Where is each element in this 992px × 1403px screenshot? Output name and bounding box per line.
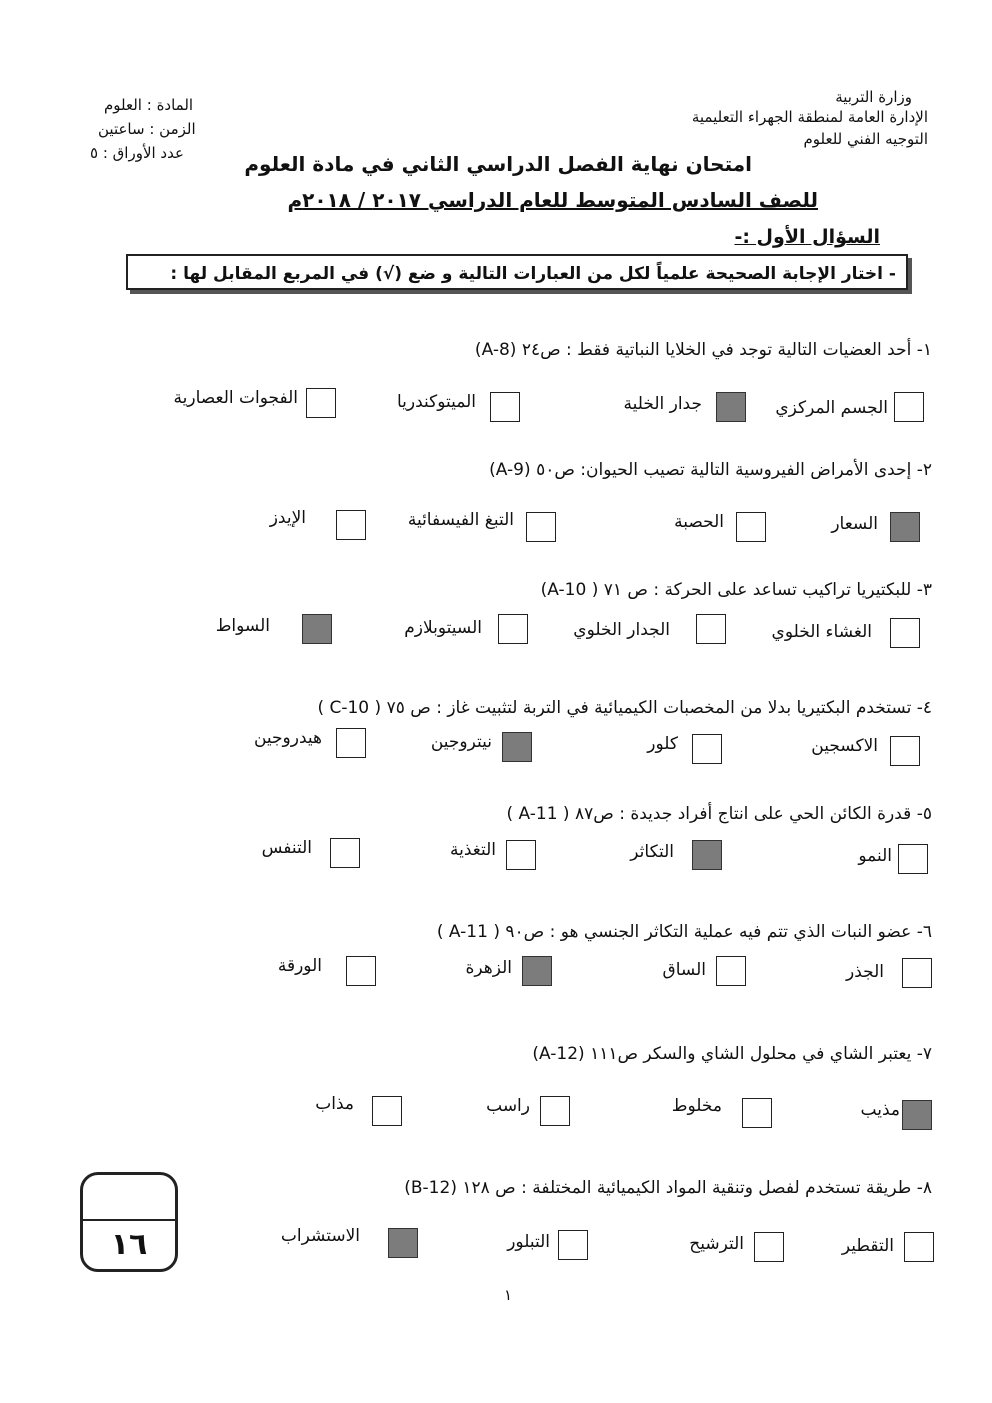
q5-option-3-checkbox[interactable] (506, 840, 536, 870)
q7-option-3-label: راسب (486, 1096, 530, 1116)
q6-option-3-checkbox[interactable] (522, 956, 552, 986)
section-title: السؤال الأول :- (734, 226, 880, 248)
q8-option-2-label: الترشيح (689, 1234, 744, 1254)
score-box (80, 1172, 178, 1272)
q3-option-3-checkbox[interactable] (498, 614, 528, 644)
q3-option-2-label: الجدار الخلوي (573, 620, 670, 640)
question-7: ٧- يعتبر الشاي في محلول الشاي والسكر ص١١١ (A-12) (532, 1044, 932, 1064)
q8-option-2-checkbox[interactable] (754, 1232, 784, 1262)
q1-option-2-label: جدار الخلية (623, 394, 702, 414)
q6-option-3-label: الزهرة (465, 958, 512, 978)
question-5: ٥- قدرة الكائن الحي على انتاج أفراد جديدة : ص٨٧ ( A-11 ) (506, 804, 932, 824)
q3-option-4-label: السواط (215, 616, 270, 636)
q6-option-1-checkbox[interactable] (902, 958, 932, 988)
q8-option-1-label: التقطير (841, 1236, 894, 1256)
q1-option-3-checkbox[interactable] (490, 392, 520, 422)
q6-option-1-label: الجذر (845, 962, 884, 982)
q2-option-2-label: الحصبة (674, 512, 724, 532)
q1-option-1-label: الجسم المركزي (775, 398, 888, 418)
q4-option-3-checkbox[interactable] (502, 732, 532, 762)
q8-option-4-label: الاستشراب (280, 1226, 360, 1246)
q5-option-2-checkbox[interactable] (692, 840, 722, 870)
q6-option-4-checkbox[interactable] (346, 956, 376, 986)
q6-option-2-checkbox[interactable] (716, 956, 746, 986)
q4-option-4-checkbox[interactable] (336, 728, 366, 758)
q8-option-4-checkbox[interactable] (388, 1228, 418, 1258)
q1-option-3-label: الميتوكندريا (396, 392, 476, 412)
q2-option-4-label: الإيدز (269, 508, 306, 528)
q7-option-2-label: مخلوط (671, 1096, 722, 1116)
question-8: ٨- طريقة تستخدم لفصل وتنقية المواد الكيميائية المختلفة : ص ١٢٨ (B-12) (404, 1178, 932, 1198)
q3-option-1-checkbox[interactable] (890, 618, 920, 648)
q1-option-1-checkbox[interactable] (894, 392, 924, 422)
q1-option-4-label: الفجوات العصارية (173, 388, 298, 408)
q5-option-3-label: التغذية (449, 840, 496, 860)
q1-option-2-checkbox[interactable] (716, 392, 746, 422)
q2-option-2-checkbox[interactable] (736, 512, 766, 542)
question-6: ٦- عضو النبات الذي تتم فيه عملية التكاثر الجنسي هو : ص٩٠ ( A-11 ) (436, 922, 932, 942)
page-number: ١ (504, 1286, 513, 1304)
q4-option-2-checkbox[interactable] (692, 734, 722, 764)
q6-option-2-label: الساق (662, 960, 706, 980)
q1-option-4-checkbox[interactable] (306, 388, 336, 418)
q4-option-1-checkbox[interactable] (890, 736, 920, 766)
q3-option-1-label: الغشاء الخلوي (771, 622, 872, 642)
subject-label: المادة : العلوم (104, 96, 194, 114)
department-name: التوجيه الفني للعلوم (803, 130, 928, 148)
q7-option-2-checkbox[interactable] (742, 1098, 772, 1128)
q3-option-4-checkbox[interactable] (302, 614, 332, 644)
q5-option-1-label: النمو (858, 846, 892, 866)
q3-option-2-checkbox[interactable] (696, 614, 726, 644)
directorate-name: الإدارة العامة لمنطقة الجهراء التعليمية (691, 108, 928, 126)
q4-option-4-label: هيدروجين (253, 728, 322, 748)
instruction-box: - اختار الإجابة الصحيحة علمياً لكل من العبارات التالية و ضع (√) في المربع المقابل لها : (126, 254, 908, 290)
q8-option-3-label: التبلور (507, 1232, 550, 1252)
q2-option-3-checkbox[interactable] (526, 512, 556, 542)
q8-option-1-checkbox[interactable] (904, 1232, 934, 1262)
q3-option-3-label: السيتوبلازم (404, 618, 482, 638)
q2-option-1-checkbox[interactable] (890, 512, 920, 542)
q7-option-3-checkbox[interactable] (540, 1096, 570, 1126)
exam-title: امتحان نهاية الفصل الدراسي الثاني في مادة العلوم (244, 152, 752, 176)
q7-option-4-checkbox[interactable] (372, 1096, 402, 1126)
exam-subtitle: للصف السادس المتوسط للعام الدراسي ٢٠١٧ / ٢٠١٨م (287, 188, 818, 212)
q5-option-4-label: التنفس (261, 838, 312, 858)
q4-option-1-label: الاكسجين (811, 736, 878, 756)
question-3: ٣- للبكتيريا تراكيب تساعد على الحركة : ص ٧١ ( A-10) (540, 580, 932, 600)
q2-option-3-label: التبغ الفيسفائية (407, 510, 514, 530)
q5-option-1-checkbox[interactable] (898, 844, 928, 874)
q5-option-2-label: التكاثر (630, 842, 674, 862)
q2-option-1-label: السعار (831, 514, 878, 534)
question-2: ٢- إحدى الأمراض الفيروسية التالية تصيب الحيوان: ص٥٠ (A-9) (489, 460, 932, 480)
ministry-name: وزارة التربية (835, 88, 912, 106)
q4-option-3-label: نيتروجين (430, 732, 492, 752)
score-divider (83, 1219, 175, 1221)
duration-label: الزمن : ساعتين (98, 120, 196, 138)
q2-option-4-checkbox[interactable] (336, 510, 366, 540)
question-1: ١- أحد العضيات التالية توجد في الخلايا النباتية فقط : ص٢٤ (A-8) (474, 340, 932, 360)
score-value: ١٦ (110, 1227, 148, 1262)
q7-option-4-label: مذاب (315, 1094, 354, 1114)
q5-option-4-checkbox[interactable] (330, 838, 360, 868)
q7-option-1-checkbox[interactable] (902, 1100, 932, 1130)
q8-option-3-checkbox[interactable] (558, 1230, 588, 1260)
question-4: ٤- تستخدم البكتيريا بدلا من المخصبات الكيميائية في التربة لتثبيت غاز : ص ٧٥ ( C-10 ) (317, 698, 932, 718)
q7-option-1-label: مذيب (860, 1100, 900, 1120)
q6-option-4-label: الورقة (277, 956, 322, 976)
pages-count-label: عدد الأوراق : ٥ (90, 144, 184, 162)
q4-option-2-label: كلور (647, 734, 678, 754)
